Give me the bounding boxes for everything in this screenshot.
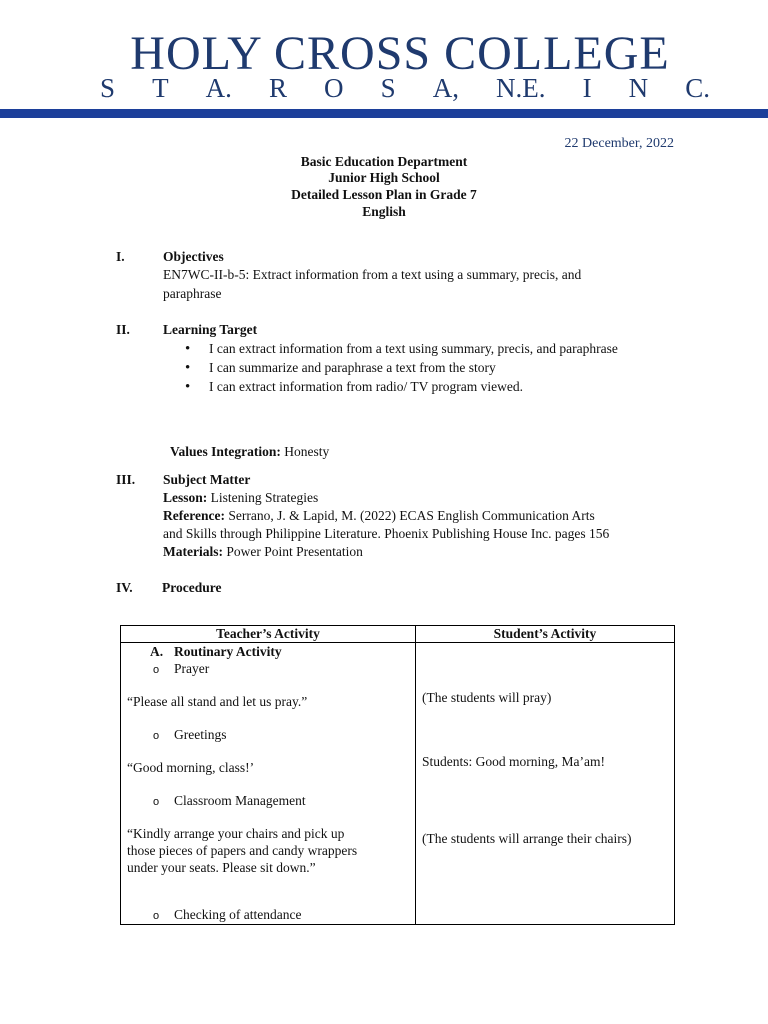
management-quote: “Kindly arrange your chairs and pick up <box>127 826 345 841</box>
college-name: HOLY CROSS COLLEGE <box>130 27 670 80</box>
subtitle-letter: N.E. <box>496 73 546 103</box>
lesson-line <box>163 489 318 507</box>
materials-label: Materials: <box>163 544 223 559</box>
school-level-heading: Junior High School <box>328 170 440 185</box>
activity-table <box>120 625 675 925</box>
objectives-title: Objectives <box>163 249 224 264</box>
reference-label: Reference: <box>163 508 225 523</box>
list-item: • I can summarize and paraphrase a text from the story <box>163 359 623 377</box>
subtitle-letter: R <box>268 73 287 103</box>
teacher-activity-header: Teacher’s Activity <box>121 626 416 643</box>
section-number: I. <box>116 249 125 264</box>
college-location <box>100 73 710 103</box>
management-item: Classroom Management <box>174 793 306 808</box>
subtitle-letter: N <box>628 73 649 103</box>
subtitle-letter: A. <box>205 73 232 103</box>
bullet-o: o <box>153 910 160 922</box>
routinary-title: Routinary Activity <box>174 644 282 659</box>
reference-value: Serrano, J. & Lapid, M. (2022) ECAS English Communication Arts <box>228 508 595 523</box>
section-number: II. <box>116 322 130 337</box>
values-integration <box>170 443 329 461</box>
prayer-quote: “Please all stand and let us pray.” <box>127 694 308 709</box>
teacher-activity-cell <box>121 643 416 925</box>
objectives-text-cont: paraphrase <box>163 286 222 301</box>
student-pray: (The students will pray) <box>422 690 552 705</box>
subtitle-letter: S <box>100 73 116 103</box>
list-item: • I can extract information from a text using summary, precis, and paraphrase <box>163 340 623 358</box>
document-date: 22 December, 2022 <box>564 136 674 151</box>
header-divider <box>0 109 768 118</box>
values-label: Values Integration: <box>170 444 281 459</box>
bullet-o: o <box>153 664 160 676</box>
subtitle-letter: A, <box>432 73 459 103</box>
section-number: IV. <box>116 580 133 595</box>
lesson-label: Lesson: <box>163 490 208 505</box>
lesson-plan-heading: Detailed Lesson Plan in Grade 7 <box>291 187 477 202</box>
student-chairs: (The students will arrange their chairs) <box>422 831 632 846</box>
routinary-label: A. <box>150 644 164 659</box>
greetings-item: Greetings <box>174 727 227 742</box>
materials-value: Power Point Presentation <box>226 544 363 559</box>
student-activity-header: Student’s Activity <box>416 626 675 643</box>
reference-line <box>163 507 595 525</box>
materials-line <box>163 543 363 561</box>
table-header-row <box>121 626 675 643</box>
student-greet: Students: Good morning, Ma’am! <box>422 754 605 769</box>
subtitle-letter: T <box>152 73 169 103</box>
bullet-o: o <box>153 796 160 808</box>
lesson-value: Listening Strategies <box>210 490 319 505</box>
subject-heading: English <box>362 204 406 219</box>
section-number: III. <box>116 472 136 487</box>
department-heading: Basic Education Department <box>300 154 468 169</box>
attendance-item: Checking of attendance <box>174 907 302 922</box>
table-row <box>121 643 675 925</box>
management-quote: those pieces of papers and candy wrappers <box>127 843 358 858</box>
learning-target-list <box>163 340 623 397</box>
reference-line-cont: and Skills through Philippine Literature. Phoenix Publishing House Inc. pages 156 <box>163 526 610 541</box>
values-value: Honesty <box>284 444 330 459</box>
subtitle-letter: I <box>582 73 592 103</box>
objectives-text: EN7WC-II-b-5: Extract information from a text using a summary, precis, and <box>163 267 582 282</box>
management-quote: under your seats. Please sit down.” <box>127 860 316 875</box>
bullet-o: o <box>153 730 160 742</box>
subtitle-letter: O <box>324 73 344 103</box>
subject-matter-title: Subject Matter <box>163 472 251 487</box>
learning-target-title: Learning Target <box>163 322 258 337</box>
procedure-title: Procedure <box>162 580 222 595</box>
student-activity-cell <box>416 643 675 925</box>
greetings-quote: “Good morning, class!’ <box>127 760 255 775</box>
subtitle-letter: S <box>380 73 396 103</box>
list-item: • I can extract information from radio/ TV program viewed. <box>163 378 623 396</box>
prayer-item: Prayer <box>174 661 210 676</box>
subtitle-letter: C. <box>685 73 710 103</box>
